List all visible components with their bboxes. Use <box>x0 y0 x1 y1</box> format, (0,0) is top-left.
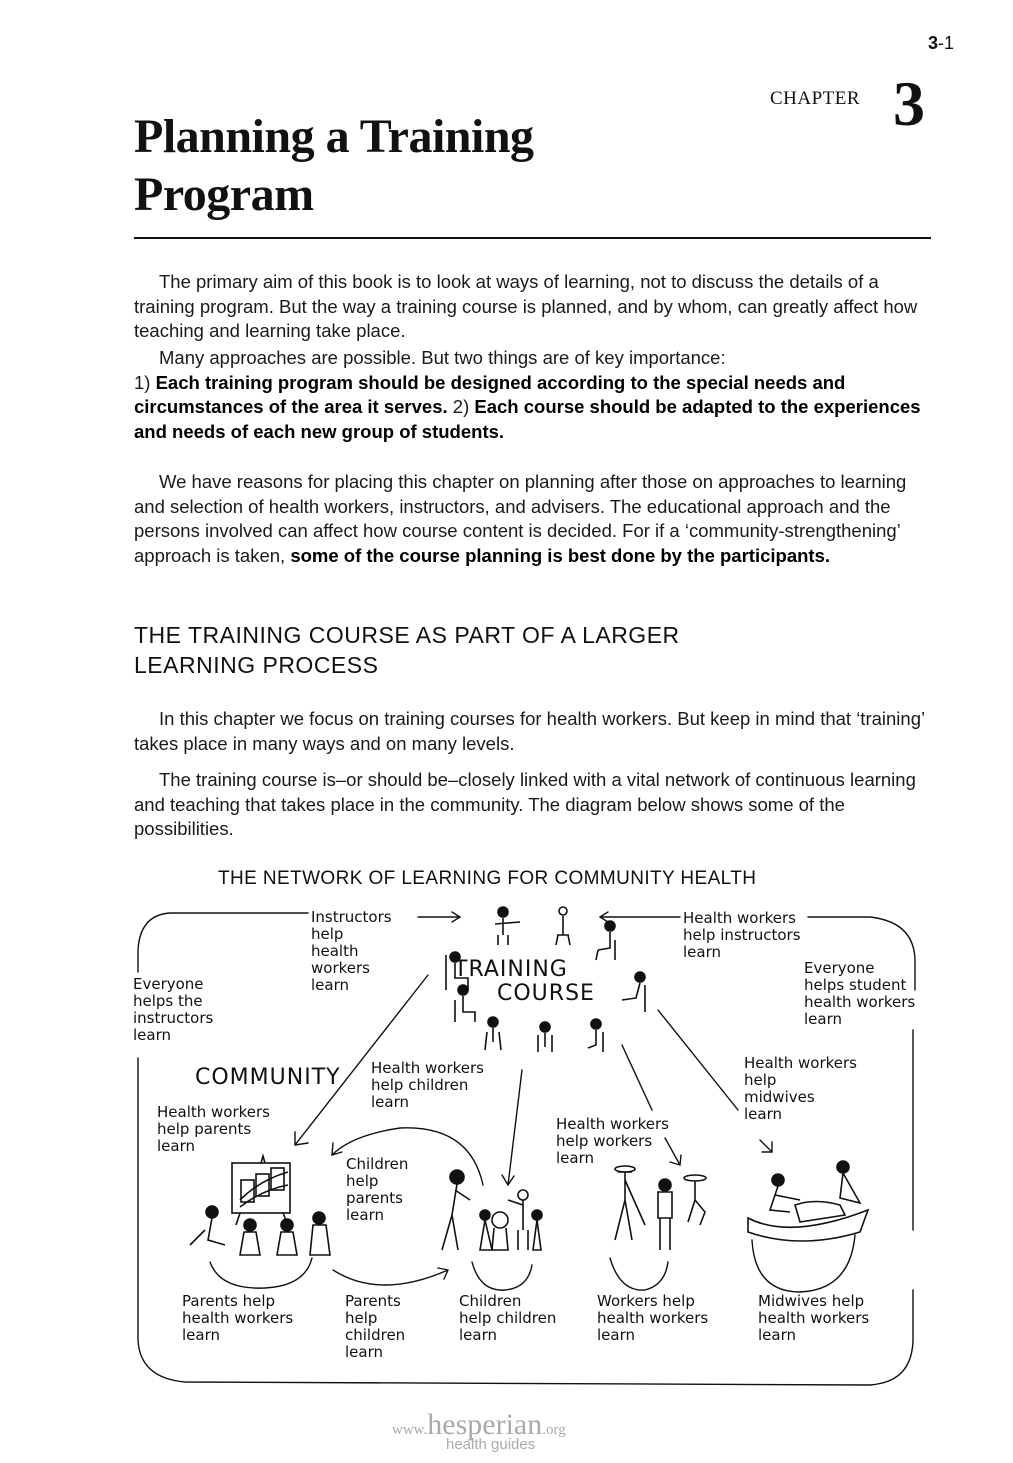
intro-p2-lead: Many approaches are possible. But two things are of key importance: <box>159 347 726 368</box>
label-hw-help-workers <box>556 1116 669 1167</box>
watermark-brand: hesperian <box>427 1408 543 1441</box>
label-line: help <box>345 1309 378 1327</box>
label-hw-help-midwives <box>744 1055 857 1123</box>
label-line: help <box>311 925 344 943</box>
point-1-text: Each training program should be designed according to the special needs and circumstances of the area it serves. <box>134 371 846 417</box>
label-parents-help-children <box>345 1293 405 1361</box>
label-line: learn <box>311 976 349 994</box>
parent-child-figures <box>442 1170 542 1250</box>
watermark-www: www. <box>392 1422 428 1438</box>
intro-p3-bold: some of the course planning is best done by the participants. <box>290 544 830 566</box>
label-line: Children <box>459 1292 522 1310</box>
label-line: learn <box>744 1105 782 1123</box>
section-heading-line-2: LEARNING PROCESS <box>134 652 379 678</box>
label-everyone-helps-instructors <box>133 976 213 1044</box>
label-line: learn <box>597 1326 635 1344</box>
label-line: Health workers <box>556 1115 669 1133</box>
label-line: health workers <box>758 1309 870 1327</box>
label-line: Everyone <box>804 959 875 977</box>
figure-front2 <box>538 1022 552 1052</box>
label-line: learn <box>683 943 721 961</box>
watermark-tld: .org <box>542 1422 566 1438</box>
label-hw-help-parents <box>157 1104 270 1155</box>
label-line: Parents help <box>182 1292 276 1310</box>
label-line: health workers <box>597 1309 709 1327</box>
label-line: Parents <box>345 1292 401 1310</box>
line-to-children <box>502 1070 522 1185</box>
label-children-help-children <box>459 1293 556 1344</box>
label-line: Health workers <box>683 909 796 927</box>
label-line: help children <box>459 1309 557 1327</box>
label-line: learn <box>371 1093 409 1111</box>
loop-midwives <box>752 1235 855 1292</box>
label-line: health workers <box>182 1309 294 1327</box>
title-line-2: Program <box>134 168 314 221</box>
label-parents-help-hw <box>182 1293 293 1344</box>
label-line: learn <box>804 1010 842 1028</box>
label-line: help <box>744 1071 777 1089</box>
label-line: instructors <box>133 1009 214 1027</box>
worker-figures <box>615 1166 706 1250</box>
label-line: Health workers <box>371 1059 484 1077</box>
label-line: learn <box>459 1326 497 1344</box>
label-workers-help-hw <box>597 1293 708 1344</box>
flipchart <box>232 1156 290 1225</box>
instructors-arrow <box>418 912 460 922</box>
label-line: Instructors <box>311 908 392 926</box>
community-label: COMMUNITY <box>195 1065 341 1090</box>
label-line: health <box>311 942 359 960</box>
point-2-text: Each course should be adapted to the experiences and needs of each new group of students. <box>134 396 921 442</box>
label-instructors-help <box>311 909 392 994</box>
label-line: Everyone <box>133 975 204 993</box>
label-line: help workers <box>556 1132 653 1150</box>
diagram-title: THE NETWORK OF LEARNING FOR COMMUNITY HEALTH <box>218 868 757 889</box>
label-line: parents <box>346 1189 403 1207</box>
watermark-tagline: health guides <box>446 1436 536 1453</box>
label-line: help parents <box>157 1120 252 1138</box>
chapter-label: CHAPTER <box>770 88 861 109</box>
loop-workers <box>610 1258 668 1290</box>
label-line: - <box>938 33 945 53</box>
label-line: Workers help <box>597 1292 695 1310</box>
label-line: 3 <box>928 33 939 53</box>
training-course-label <box>454 958 595 1006</box>
label-midwives-help-hw <box>758 1293 869 1344</box>
midwife-figures <box>748 1161 868 1241</box>
section-heading-line-1: THE TRAINING COURSE AS PART OF A LARGER <box>134 622 680 648</box>
training-course-line-2: COURSE <box>497 981 595 1006</box>
figure-seated-right2 <box>622 972 645 1012</box>
line-to-midwives <box>658 1010 738 1110</box>
label-line: learn <box>345 1343 383 1361</box>
loop-children-children <box>472 1262 532 1290</box>
label-line: children <box>345 1326 406 1344</box>
loop-parents-children <box>333 1268 448 1285</box>
section-p2-text: The training course is–or should be–closely linked with a vital network of continuous learning and teaching that takes place in the community. The diagram below shows some of the possibilities. <box>134 769 916 839</box>
figure-front1 <box>485 1017 501 1050</box>
title-line-1: Planning a Training <box>134 110 534 163</box>
arrow-to-midwives <box>760 1140 772 1152</box>
label-line: Children <box>346 1155 409 1173</box>
label-line: help instructors <box>683 926 801 944</box>
label-line: Health workers <box>744 1054 857 1072</box>
section-p1-text: In this chapter we focus on training courses for health workers. But keep in mind that ‘training’ takes place in many ways and on many levels. <box>134 708 925 754</box>
figure-standing <box>556 907 570 945</box>
label-hw-help-instructors <box>683 910 801 961</box>
label-children-help-parents <box>346 1156 408 1224</box>
line-to-workers <box>622 1045 652 1110</box>
figure-instructor <box>495 907 520 945</box>
hw-instructors-arrow <box>600 912 680 922</box>
training-course-line-1: TRAINING <box>454 957 568 982</box>
intro-p3-text: We have reasons for placing this chapter on planning after those on approaches to learning and selection of health workers, instructors, and advisers. The educational approach and the persons involved can affect how course content is decided. For if a ‘community-strengthening’ approach is taken, <box>134 471 907 566</box>
chapter-number: 3 <box>893 68 925 139</box>
label-hw-help-children <box>371 1060 484 1111</box>
figure-front3 <box>588 1019 603 1052</box>
label-line: help children <box>371 1076 469 1094</box>
label-line: help <box>346 1172 379 1190</box>
loop-parents-hw <box>210 1258 312 1288</box>
label-everyone-helps-students <box>804 960 915 1028</box>
label-line: workers <box>311 959 370 977</box>
label-line: learn <box>157 1137 195 1155</box>
point-1-number: 1) <box>134 371 156 393</box>
figure-seated-right <box>596 921 615 960</box>
label-line: Midwives help <box>758 1292 865 1310</box>
label-line: learn <box>556 1149 594 1167</box>
label-line: health workers <box>804 993 916 1011</box>
label-line: helps student <box>804 976 907 994</box>
point-2-number: 2) <box>447 396 475 417</box>
label-line: Health workers <box>157 1103 270 1121</box>
label-line: 1 <box>944 33 955 53</box>
label-line: learn <box>133 1026 171 1044</box>
frame-top-left <box>138 913 308 972</box>
label-line: learn <box>182 1326 220 1344</box>
intro-p1-text: The primary aim of this book is to look at ways of learning, not to discuss the details of a training program. But the way a training course is planned, and by whom, can greatly affect how teaching and learning take place. <box>134 271 918 341</box>
label-line: learn <box>346 1206 384 1224</box>
label-line: learn <box>758 1326 796 1344</box>
label-line: midwives <box>744 1088 815 1106</box>
label-line: helps the <box>133 992 203 1010</box>
